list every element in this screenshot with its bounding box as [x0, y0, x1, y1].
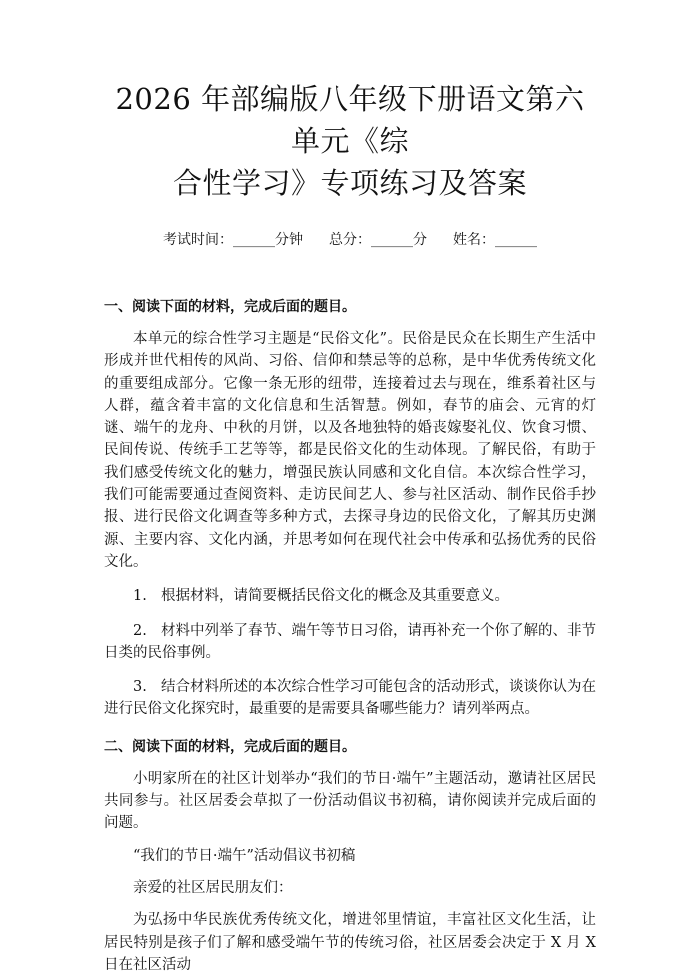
section-2-intro: 小明家所在的社区计划举办“我们的节日·端午”主题活动，邀请社区居民共同参与。社区居委会草拟了一份活动倡议书初稿，请你阅读并完成后面的问题。 [104, 770, 596, 832]
time-unit: 分钟 [275, 232, 303, 248]
section-2-number: 二、 [104, 738, 132, 755]
section-1-material: 本单元的综合性学习主题是“民俗文化”。民俗是民众在长期生产生活中形成并世代相传的风尚、习俗、信仰和禁忌等的总称，是中华优秀传统文化的重要组成部分。它像一条无形的纽带，连接着过去与现在，维系着社区与人群，蕴含着丰富的文化信息和生活智慧。例如，春节的庙会、元宵的灯谜、端午的龙舟、中秋的月饼，以及各地独特的婚丧嫁娶礼仪、饮食习惯、民间传说、传统手工艺等等，都是民俗文化的生动体现。了解民俗，有助于我们感受传统文化的魅力，增强民族认同感和文化自信。本次综合性学习，我们可能需要通过查阅资料、走访民间艺人、参与社区活动、制作民俗手抄报、进行民俗文化调查等多种方式，去探寻身边的民俗文化，了解其历史渊源、主要内容、文化内涵，并思考如何在现代社会中传承和弘扬优秀的民俗文化。 [104, 331, 596, 570]
section-2-heading [104, 736, 596, 758]
score-label: 总分： [329, 232, 371, 248]
question-1-number: 1. [133, 588, 147, 605]
proposal-title: “我们的节日·端午”活动倡议书初稿 [133, 847, 356, 864]
document-title [104, 78, 596, 204]
time-blank: ______ [233, 232, 275, 248]
question-2-text: 材料中列举了春节、端午等节日习俗，请再补充一个你了解的、非节日类的民俗事例。 [104, 622, 596, 661]
proposal-body: 为弘扬中华民族优秀传统文化，增进邻里情谊，丰富社区文化生活，让居民特别是孩子们了解和感受端午节的传统习俗，社区居委会决定于 X 月 X 日在社区活动 [104, 912, 596, 973]
time-label: 考试时间： [163, 232, 233, 248]
name-blank: ______ [495, 232, 537, 248]
question-2-number: 2. [133, 622, 147, 639]
title-line-2: 合性学习》专项练习及答案 [172, 166, 527, 200]
exam-info-line [104, 230, 596, 250]
question-2 [104, 620, 596, 665]
question-1 [104, 585, 596, 607]
question-3 [104, 676, 596, 721]
title-line-1: 2026 年部编版八年级下册语文第六单元《综 [115, 82, 585, 158]
score-unit: 分 [413, 232, 427, 248]
section-2-heading-text: 阅读下面的材料，完成后面的题目。 [132, 738, 356, 755]
proposal-greeting: 亲爱的社区居民朋友们： [133, 879, 293, 896]
question-1-text: 根据材料，请简要概括民俗文化的概念及其重要意义。 [161, 588, 509, 605]
name-label: 姓名： [453, 232, 495, 248]
question-3-number: 3. [133, 679, 147, 696]
section-1-heading-text: 阅读下面的材料，完成后面的题目。 [132, 299, 356, 315]
section-1-number: 一、 [104, 299, 132, 315]
score-blank: ______ [371, 232, 413, 248]
section-1-heading [104, 296, 596, 318]
question-3-text: 结合材料所述的本次综合性学习可能包含的活动形式，谈谈你认为在进行民俗文化探究时，最重要的是需要具备哪些能力？请列举两点。 [104, 679, 596, 718]
